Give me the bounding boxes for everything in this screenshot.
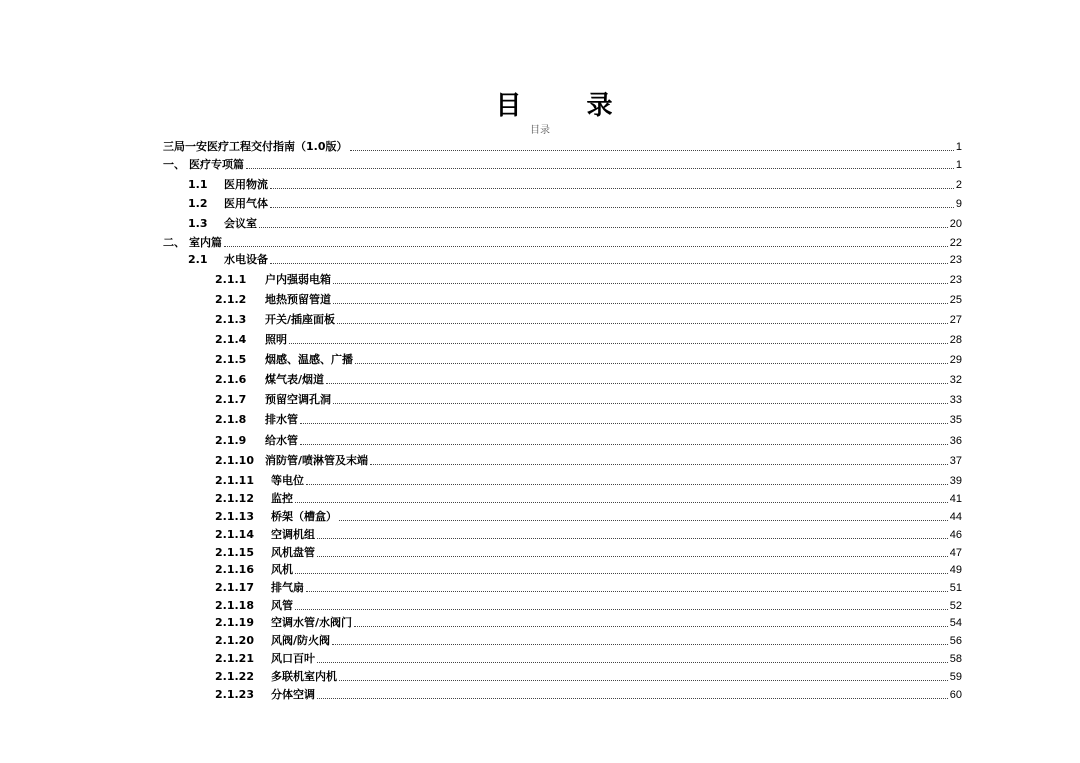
toc-entry-title: 医疗专项篇 — [189, 158, 244, 171]
toc-entry-page: 23 — [949, 254, 962, 266]
toc-entry-title: 风阀/防火阀 — [271, 634, 331, 647]
toc-entry[interactable] — [215, 630, 962, 648]
toc-dot-leader — [355, 363, 948, 364]
toc-entry-title: 煤气表/烟道 — [265, 373, 325, 386]
toc-entry-title: 等电位 — [271, 474, 304, 487]
page-title: 目 录 — [495, 91, 641, 121]
toc-dot-leader — [246, 168, 954, 169]
toc-dot-leader — [317, 662, 948, 663]
toc-entry[interactable] — [215, 577, 962, 595]
toc-entry[interactable] — [215, 684, 962, 702]
toc-entry-number: 2.1.15 — [215, 546, 254, 559]
toc-entry-page: 37 — [949, 455, 962, 467]
toc-entry-number: 2.1.20 — [215, 634, 254, 647]
toc-entry-title: 排水管 — [265, 413, 298, 426]
toc-entry-page: 1 — [955, 159, 962, 171]
toc-dot-leader — [306, 484, 948, 485]
toc-entry-number: 2.1 — [188, 253, 208, 266]
toc-entry-number: 2.1.14 — [215, 528, 254, 541]
toc-entry-title: 排气扇 — [271, 581, 304, 594]
toc-entry-page: 51 — [949, 582, 962, 594]
toc-entry[interactable] — [188, 174, 962, 192]
toc-entry-title: 消防管/喷淋管及末端 — [265, 454, 369, 467]
toc-dot-leader — [270, 263, 948, 264]
toc-entry-title: 户内强弱电箱 — [265, 273, 331, 286]
toc-entry-number: 2.1.23 — [215, 688, 254, 701]
toc-entry-page: 46 — [949, 529, 962, 541]
toc-entry-page: 33 — [949, 394, 962, 406]
toc-dot-leader — [370, 464, 948, 465]
toc-entry[interactable] — [215, 369, 962, 387]
toc-entry-number: 2.1.17 — [215, 581, 254, 594]
toc-entry-title: 照明 — [265, 333, 287, 346]
toc-dot-leader — [333, 403, 948, 404]
toc-entry-number: 2.1.4 — [215, 333, 247, 346]
toc-entry-title: 给水管 — [265, 434, 298, 447]
toc-dot-leader — [317, 538, 948, 539]
toc-entry-number: 1.2 — [188, 197, 208, 210]
toc-dot-leader — [289, 343, 948, 344]
toc-entry[interactable] — [215, 612, 962, 630]
toc-dot-leader — [339, 680, 948, 681]
toc-entry-page: 58 — [949, 653, 962, 665]
toc-entry-title: 风管 — [271, 599, 293, 612]
toc-entry-page: 22 — [949, 237, 962, 249]
toc-entry-number: 2.1.10 — [215, 454, 254, 467]
toc-entry-title: 医用气体 — [224, 197, 268, 210]
toc-dot-leader — [333, 303, 948, 304]
toc-entry[interactable] — [215, 559, 962, 577]
toc-dot-leader — [317, 698, 948, 699]
toc-entry-title: 烟感、温感、广播 — [265, 353, 353, 366]
toc-dot-leader — [333, 283, 948, 284]
toc-entry-title: 预留空调孔洞 — [265, 393, 331, 406]
toc-dot-leader — [295, 573, 948, 574]
toc-entry-page: 49 — [949, 564, 962, 576]
toc-entry-page: 54 — [949, 617, 962, 629]
toc-entry-page: 2 — [955, 179, 962, 191]
toc-entry-page: 27 — [949, 314, 962, 326]
toc-entry[interactable] — [188, 213, 962, 231]
toc-entry-page: 39 — [949, 475, 962, 487]
toc-entry-title: 多联机室内机 — [271, 670, 337, 683]
toc-entry[interactable] — [215, 269, 962, 287]
toc-entry[interactable] — [215, 506, 962, 524]
toc-dot-leader — [332, 644, 948, 645]
toc-dot-leader — [259, 227, 948, 228]
toc-entry-number: 2.1.9 — [215, 434, 247, 447]
toc-entry-page: 52 — [949, 600, 962, 612]
toc-entry-number: 2.1.21 — [215, 652, 254, 665]
toc-entry[interactable] — [188, 249, 962, 267]
toc-dot-leader — [317, 556, 948, 557]
toc-entry[interactable] — [215, 389, 962, 407]
toc-entry-number: 1.3 — [188, 217, 208, 230]
toc-dot-leader — [300, 423, 948, 424]
toc-entry-number: 2.1.19 — [215, 616, 254, 629]
toc-entry-title: 空调机组 — [271, 528, 315, 541]
toc-entry-page: 44 — [949, 511, 962, 523]
toc-entry[interactable] — [215, 648, 962, 666]
toc-entry-page: 1 — [955, 141, 962, 153]
toc-entry-number: 2.1.16 — [215, 563, 254, 576]
toc-dot-leader — [270, 207, 954, 208]
toc-entry[interactable] — [215, 524, 962, 542]
toc-dot-leader — [295, 502, 948, 503]
toc-entry-number: 2.1.5 — [215, 353, 247, 366]
toc-dot-leader — [354, 626, 948, 627]
toc-entry-page: 20 — [949, 218, 962, 230]
toc-entry-number: 2.1.6 — [215, 373, 247, 386]
toc-entry-page: 36 — [949, 435, 962, 447]
toc-entry-title: 风口百叶 — [271, 652, 315, 665]
toc-dot-leader — [295, 609, 948, 610]
toc-dot-leader — [350, 150, 954, 151]
toc-entry[interactable] — [163, 154, 962, 172]
toc-entry-number: 2.1.22 — [215, 670, 254, 683]
toc-entry-title: 地热预留管道 — [265, 293, 331, 306]
toc-dot-leader — [306, 591, 948, 592]
toc-entry-page: 9 — [955, 198, 962, 210]
toc-entry-title: 分体空调 — [271, 688, 315, 701]
toc-entry-page: 29 — [949, 354, 962, 366]
toc-entry[interactable] — [215, 349, 962, 367]
toc-entry-title: 开关/插座面板 — [265, 313, 336, 326]
toc-entry[interactable] — [215, 542, 962, 560]
toc-entry-page: 35 — [949, 414, 962, 426]
toc-entry-number: 2.1.7 — [215, 393, 247, 406]
toc-entry[interactable] — [163, 136, 962, 154]
toc-entry-page: 56 — [949, 635, 962, 647]
toc-entry-title: 监控 — [271, 492, 293, 505]
toc-entry-number: 2.1.3 — [215, 313, 247, 326]
toc-dot-leader — [224, 246, 948, 247]
toc-entry-number: 2.1.12 — [215, 492, 254, 505]
toc-entry-number: 2.1.11 — [215, 474, 254, 487]
toc-entry[interactable] — [215, 595, 962, 613]
toc-entry-number: 2.1.8 — [215, 413, 247, 426]
toc-entry-page: 47 — [949, 547, 962, 559]
toc-entry[interactable] — [215, 488, 962, 506]
toc-entry[interactable] — [215, 289, 962, 307]
toc-entry[interactable] — [163, 232, 962, 250]
toc-entry-number: 一、 — [163, 158, 185, 171]
toc-dot-leader — [337, 323, 948, 324]
toc-dot-leader — [270, 188, 954, 189]
toc-entry-title: 风机盘管 — [271, 546, 315, 559]
page-subtitle: 目录 — [530, 125, 550, 136]
toc-entry-page: 28 — [949, 334, 962, 346]
toc-entry-page: 41 — [949, 493, 962, 505]
toc-entry-number: 二、 — [163, 236, 185, 249]
toc-entry-number: 2.1.2 — [215, 293, 247, 306]
toc-entry-title: 空调水管/水阀门 — [271, 616, 353, 629]
toc-entry[interactable] — [215, 329, 962, 347]
toc-dot-leader — [339, 520, 948, 521]
toc-dot-leader — [326, 383, 948, 384]
toc-entry[interactable] — [215, 450, 962, 468]
toc-entry[interactable] — [215, 309, 962, 327]
toc-entry-page: 32 — [949, 374, 962, 386]
toc-entry-title: 室内篇 — [189, 236, 222, 249]
toc-entry-title: 会议室 — [224, 217, 257, 230]
toc-entry[interactable] — [215, 666, 962, 684]
toc-entry-number: 2.1.13 — [215, 510, 254, 523]
toc-entry-title: 医用物流 — [224, 178, 268, 191]
toc-entry-page: 25 — [949, 294, 962, 306]
toc-entry-number: 2.1.18 — [215, 599, 254, 612]
toc-entry-title: 桥架（槽盒） — [271, 510, 337, 523]
toc-entry-number: 1.1 — [188, 178, 208, 191]
toc-entry[interactable] — [215, 470, 962, 488]
toc-entry-page: 59 — [949, 671, 962, 683]
toc-entry-page: 23 — [949, 274, 962, 286]
toc-entry-page: 60 — [949, 689, 962, 701]
toc-entry-number: 2.1.1 — [215, 273, 247, 286]
toc-dot-leader — [300, 444, 948, 445]
toc-entry[interactable] — [188, 193, 962, 211]
toc-entry[interactable] — [215, 430, 962, 448]
toc-entry-title: 风机 — [271, 563, 293, 576]
toc-entry[interactable] — [215, 409, 962, 427]
toc-entry-title: 三局一安医疗工程交付指南（1.0版） — [163, 140, 348, 153]
toc-entry-title: 水电设备 — [224, 253, 268, 266]
